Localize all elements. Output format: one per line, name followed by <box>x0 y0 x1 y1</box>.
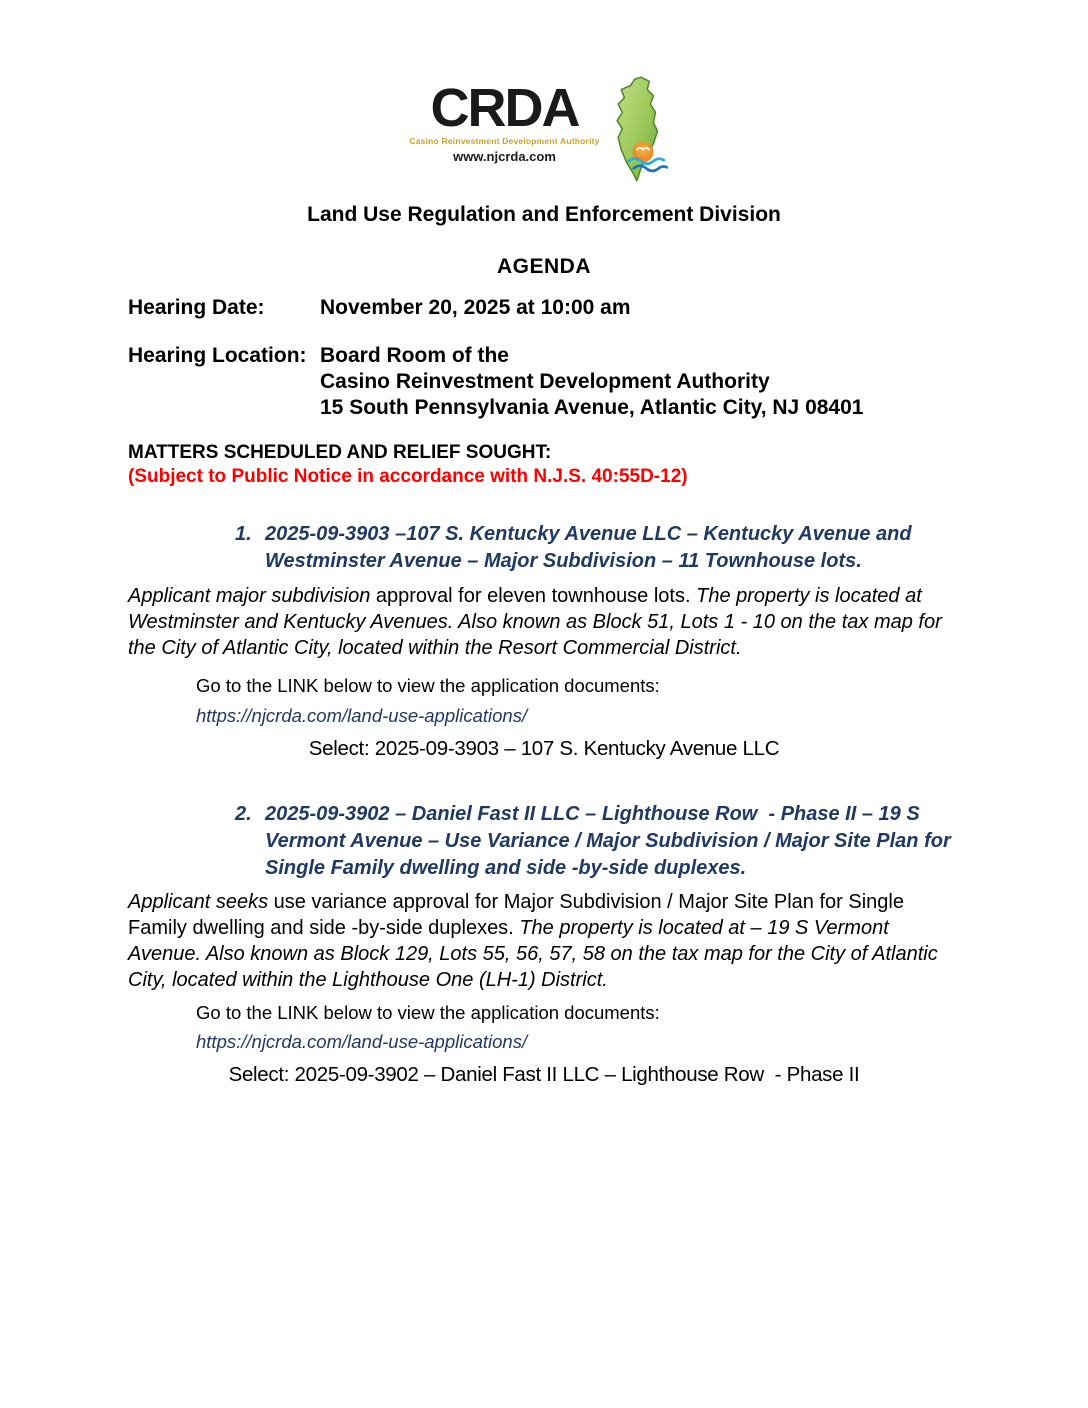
agenda-item-1-title-row <box>235 521 960 575</box>
agenda-item-2-select-line: Select: 2025-09-3902 – Daniel Fast II LLC – Lighthouse Row - Phase II <box>228 1063 860 1086</box>
hearing-location-label: Hearing Location: <box>128 344 307 367</box>
application-documents-link[interactable]: https://njcrda.com/land-use-applications/ <box>196 1031 528 1052</box>
agenda-item-1-link-intro: Go to the LINK below to view the application documents: <box>196 675 660 696</box>
agenda-item-2-description: Applicant seeks use variance approval for Major Subdivision / Major Site Plan for Single Family dwelling and side -by-side duplexes. The property is located at – 19 S Vermont Avenue. Also known as Block 129, Lots 55, 56, 57, 58 on the tax map for the City of Atlantic City, located within the Lighthouse One (LH-1) District. <box>128 891 938 991</box>
agenda-item-2-link-intro: Go to the LINK below to view the application documents: <box>196 1002 660 1023</box>
public-notice-text: (Subject to Public Notice in accordance with N.J.S. 40:55D-12) <box>128 466 688 487</box>
agenda-item-1-number: 1. <box>235 523 252 545</box>
agenda-item-2-number: 2. <box>235 803 252 825</box>
crda-logo-website: www.njcrda.com <box>453 149 556 164</box>
matters-heading: MATTERS SCHEDULED AND RELIEF SOUGHT: <box>128 442 552 463</box>
agenda-item-2 <box>128 801 960 1087</box>
application-documents-link[interactable]: https://njcrda.com/land-use-applications/ <box>196 705 528 726</box>
agenda-item-2-title-row <box>235 801 960 882</box>
agenda-item-1 <box>128 521 960 761</box>
hearing-date-value: November 20, 2025 at 10:00 am <box>320 296 631 319</box>
agenda-title: AGENDA <box>496 255 591 278</box>
hearing-location-value <box>320 343 863 421</box>
hearing-location-line: Board Room of the <box>320 344 509 367</box>
crda-logo-tagline: Casino Reinvestment Development Authority <box>409 136 600 146</box>
crda-logo <box>0 73 1088 187</box>
hearing-location-line: Casino Reinvestment Development Authority <box>320 370 770 393</box>
division-title: Land Use Regulation and Enforcement Division <box>307 203 781 226</box>
new-jersey-state-icon <box>605 73 679 187</box>
agenda-item-1-title: 2025-09-3903 –107 S. Kentucky Avenue LLC – Kentucky Avenue and Westminster Avenue – Major Subdivision – 11 Townhouse lots. <box>265 523 918 572</box>
hearing-date-row <box>128 295 960 321</box>
hearing-location-row <box>128 343 960 421</box>
hearing-location-line: 15 South Pennsylvania Avenue, Atlantic City, NJ 08401 <box>320 396 864 419</box>
agenda-item-1-description: Applicant major subdivision approval for eleven townhouse lots. The property is located at Westminster and Kentucky Avenues. Also known as Block 51, Lots 1 - 10 on the tax map for the City of Atlantic City, located within the Resort Commercial District. <box>128 585 942 659</box>
agenda-item-2-title: 2025-09-3902 – Daniel Fast II LLC – Lighthouse Row - Phase II – 19 S Vermont Avenue – Use Variance / Major Subdivision / Major Site Plan for Single Family dwelling and side -by-side duplexes. <box>265 803 957 879</box>
hearing-date-label: Hearing Date: <box>128 296 265 319</box>
crda-logo-acronym: CRDA <box>430 78 579 138</box>
agenda-item-1-select-line: Select: 2025-09-3903 – 107 S. Kentucky Avenue LLC <box>308 737 780 760</box>
crda-logo-text-block <box>409 73 599 164</box>
